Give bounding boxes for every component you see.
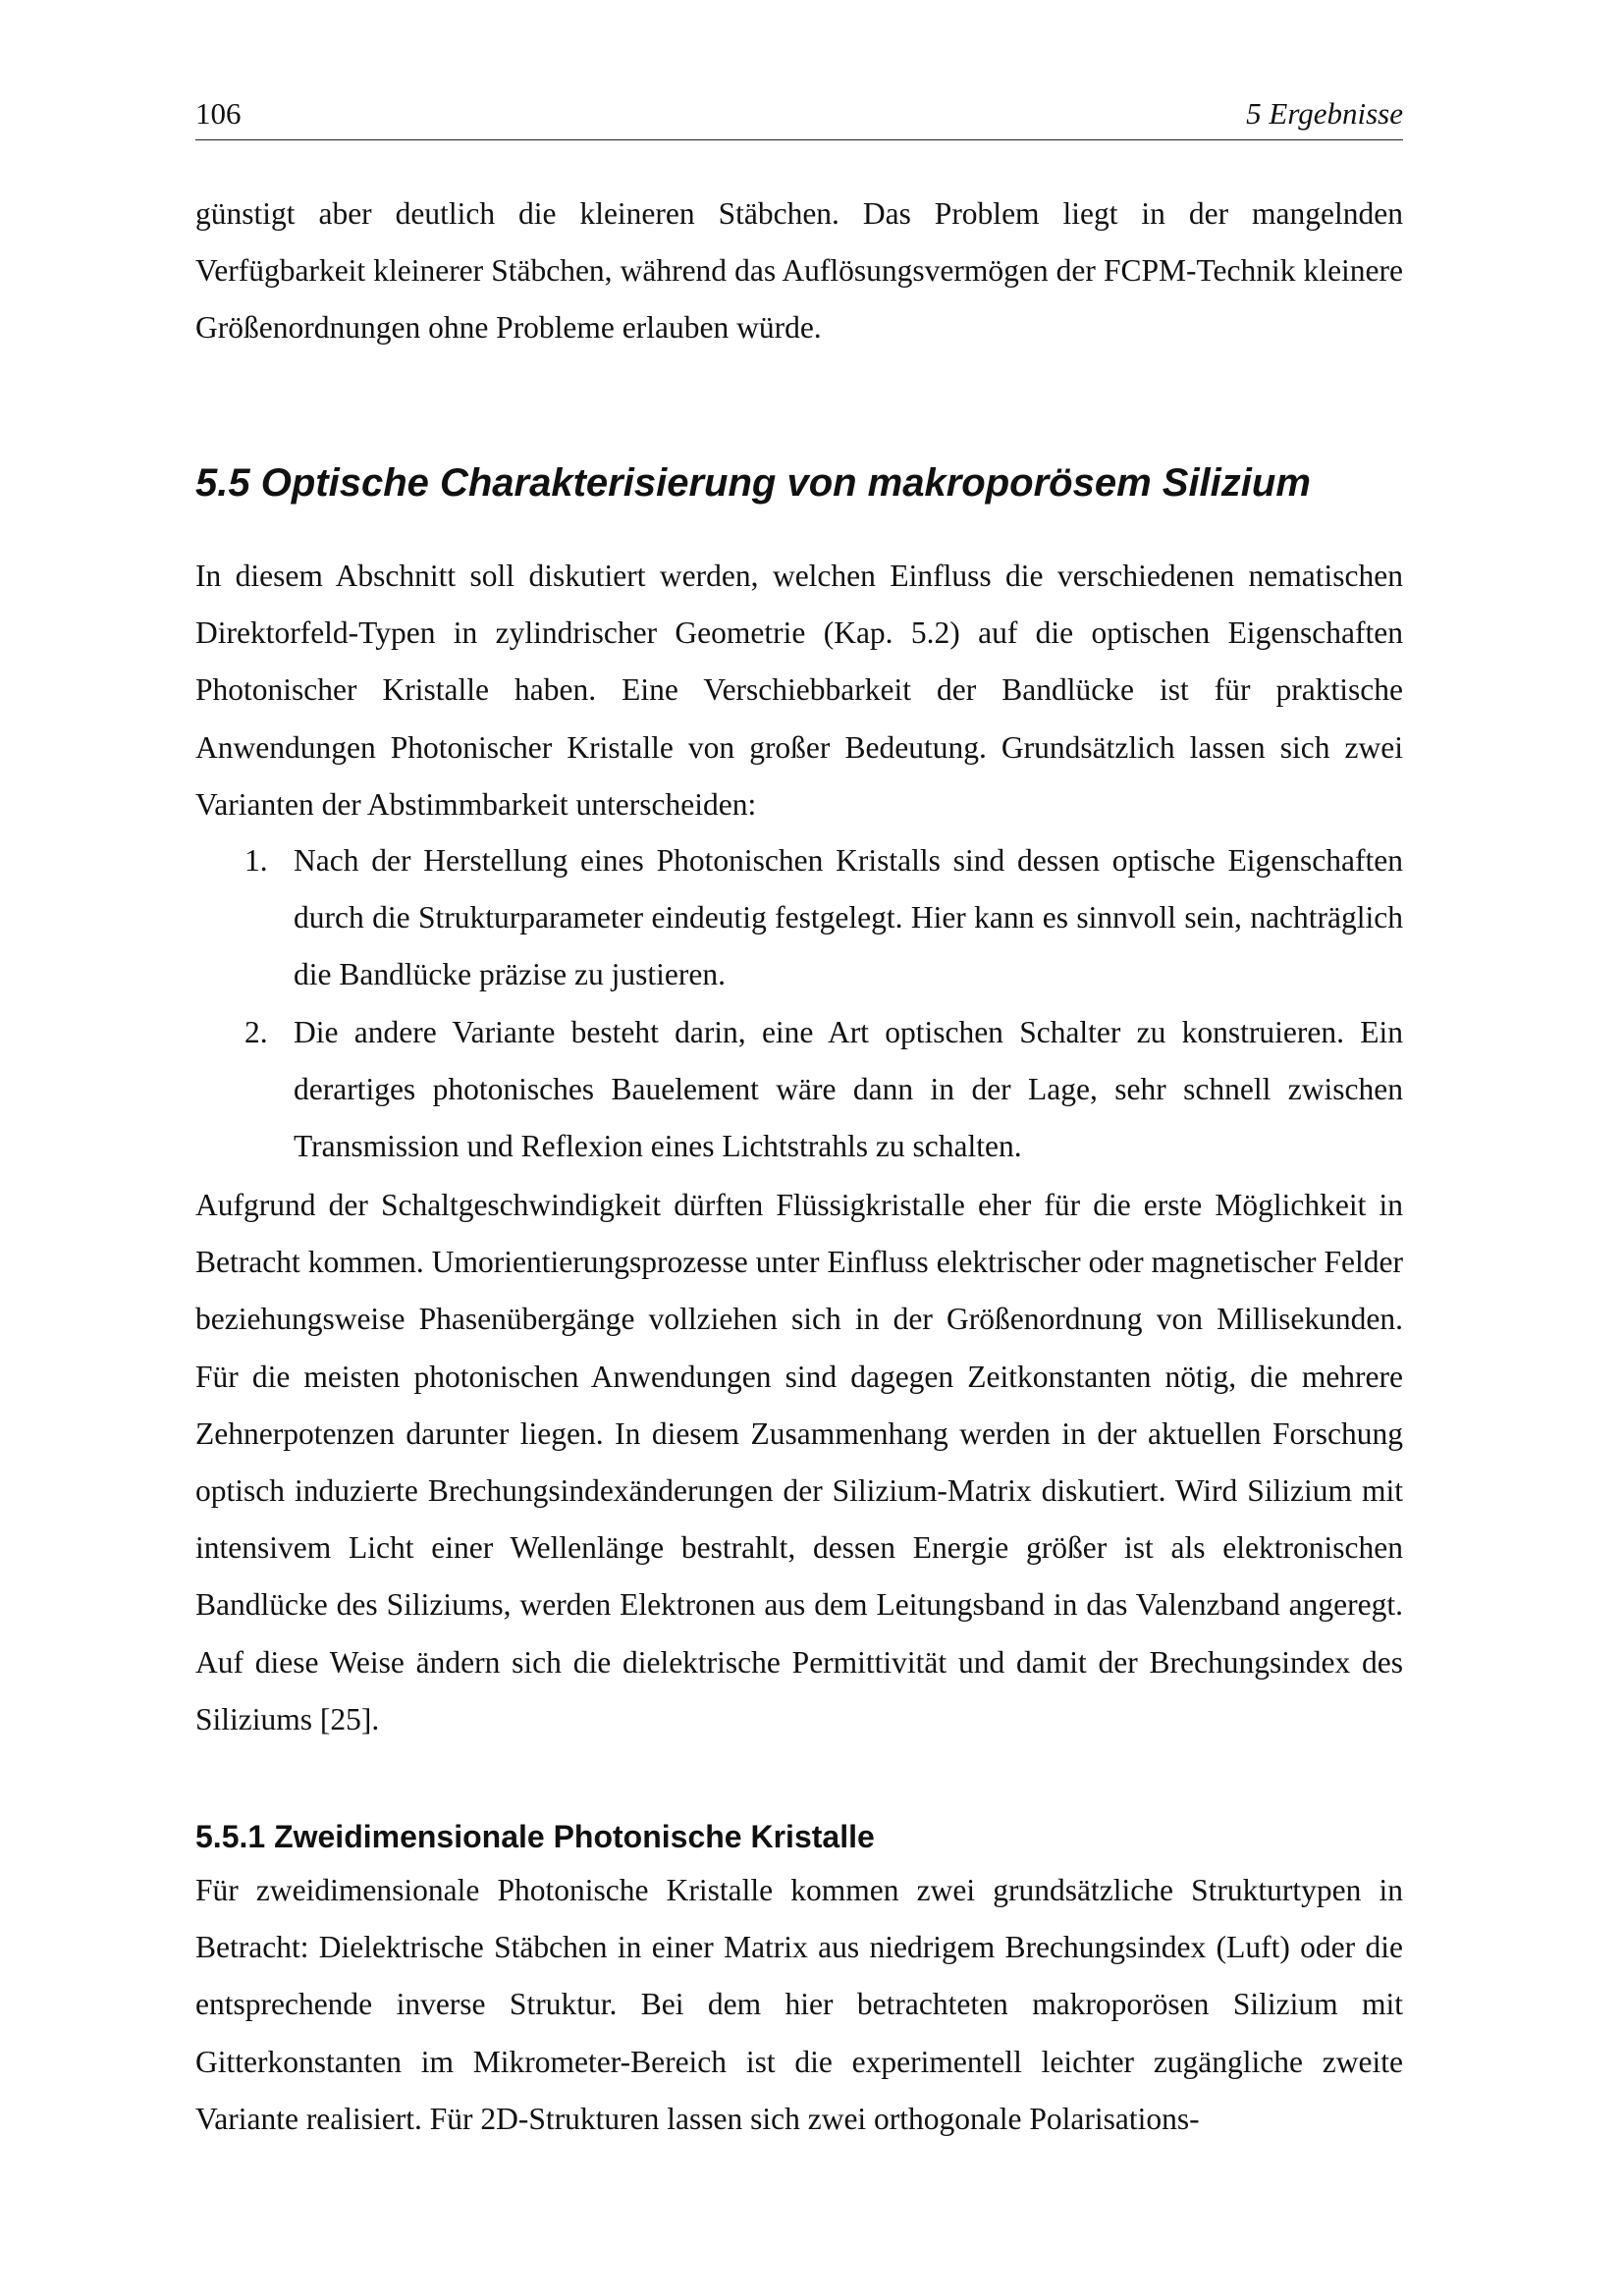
list-item-text: Die andere Variante besteht darin, eine Art optischen Schalter zu konstruieren. Ein derartiges photonisches Bauelement wäre dann in der Lage, sehr schnell zwischen Transmission und Reflexion eines Lichtstrahls zu schalten. xyxy=(294,1014,1403,1164)
paragraph-continuation: günstigt aber deutlich die kleineren Stäbchen. Das Problem liegt in der mangelnden Verfügbarkeit kleinerer Stäbchen, während das Auflösungsvermögen der FCPM-Technik kleinere Größenordnungen ohne Probleme erlauben würde. xyxy=(195,196,1403,346)
list-item xyxy=(195,832,1403,1004)
paragraph-after-list: Aufgrund der Schaltgeschwindigkeit dürften Flüssigkristalle eher für die erste Möglichkeit in Betracht kommen. Umorientierungsprozesse unter Einfluss elektrischer oder magnetischer Felder beziehungsweise Phasenübergänge vollziehen sich in der Größenordnung von Millisekunden. Für die meisten photonischen Anwendungen sind dagegen Zeitkonstanten nötig, die mehrere Zehnerpotenzen darunter liegen. In diesem Zusammenhang werden in der aktuellen Forschung optisch induzierte Brechungsindexänderungen der Silizium-Matrix diskutiert. Wird Silizium mit intensivem Licht einer Wellenlänge bestrahlt, dessen Energie größer ist als elektronischen Bandlücke des Siliziums, werden Elektronen aus dem Leitungsband in das Valenzband angeregt. Auf diese Weise ändern sich die dielektrische Permittivität und damit der Brechungsindex des Siliziums [25]. xyxy=(195,1188,1403,1736)
list-item-text: Nach der Herstellung eines Photonischen Kristalls sind dessen optische Eigenschaften durch die Strukturparameter eindeutig festgelegt. Hier kann es sinnvoll sein, nachträglich die Bandlücke präzise zu justieren. xyxy=(294,843,1403,992)
chapter-title: 5 Ergebnisse xyxy=(1246,96,1403,131)
subsection-paragraph: Für zweidimensionale Photonische Kristalle kommen zwei grundsätzliche Strukturtypen in Betracht: Dielektrische Stäbchen in einer Matrix aus niedrigem Brechungsindex (Luft) oder die entsprechende inverse Struktur. Bei dem hier betrachteten makroporösen Silizium mit Gitterkonstanten im Mikrometer-Bereich ist die experimentell leichter zugängliche zweite Variante realisiert. Für 2D-Strukturen lassen sich zwei orthogonale Polarisations- xyxy=(195,1873,1403,2136)
section-intro-paragraph: In diesem Abschnitt soll diskutiert werden, welchen Einfluss die verschiedenen nematischen Direktorfeld-Typen in zylindrischer Geometrie (Kap. 5.2) auf die optischen Eigenschaften Photonischer Kristalle haben. Eine Verschiebbarkeit der Bandlücke ist für praktische Anwendungen Photonischer Kristalle von großer Bedeutung. Grundsätzlich lassen sich zwei Varianten der Abstimmbarkeit unterscheiden: xyxy=(195,559,1403,822)
section-heading: 5.5 Optische Charakterisierung von makroporösem Silizium xyxy=(195,461,1311,505)
list-item-number: 1. xyxy=(244,843,268,878)
page-number: 106 xyxy=(195,96,242,131)
subsection-heading: 5.5.1 Zweidimensionale Photonische Kristalle xyxy=(195,1819,875,1854)
list-item-number: 2. xyxy=(244,1014,268,1049)
running-header xyxy=(195,96,1403,140)
list-item xyxy=(195,1004,1403,1176)
numbered-list xyxy=(195,832,1403,1175)
